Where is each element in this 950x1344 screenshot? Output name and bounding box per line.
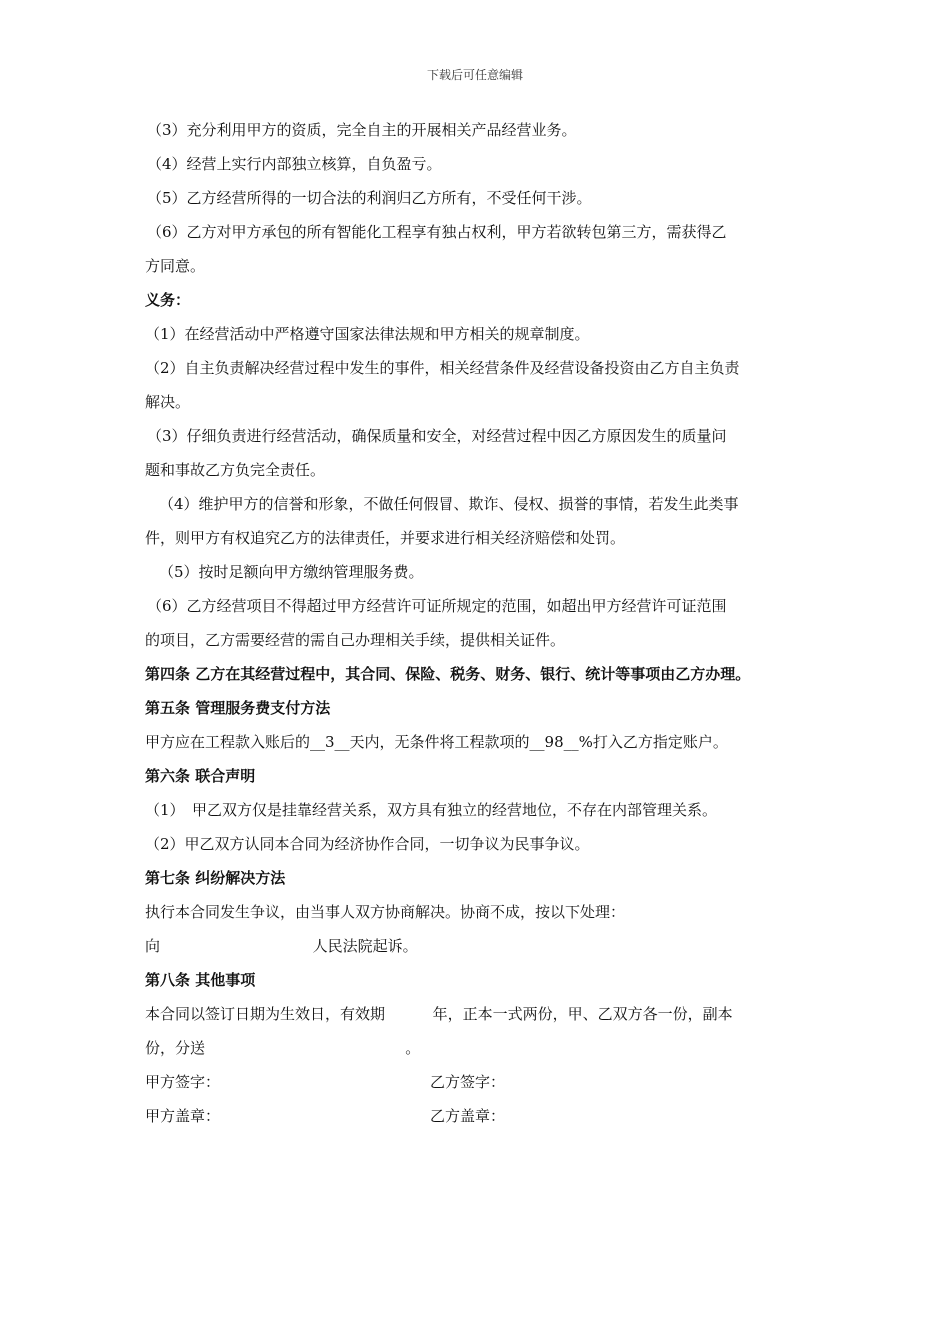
obligations-heading: 义务： (145, 291, 191, 309)
article-4: 第四条 乙方在其经营过程中，其合同、保险、税务、财务、银行、统计等事项由乙方办理。 (145, 665, 751, 683)
rights-item-6-line2: 方同意。 (145, 257, 206, 275)
article-7-text: 执行本合同发生争议，由当事人双方协商解决。协商不成，按以下处理： (145, 903, 626, 921)
article-8-line2: 份，分送 。 (145, 1039, 421, 1057)
article-8-line1: 本合同以签订日期为生效日，有效期 年，正本一式两份，甲、乙双方各一份，副本 (145, 1005, 733, 1023)
seal-row (145, 1106, 825, 1126)
obligation-item-3-line2: 题和事故乙方负完全责任。 (145, 461, 326, 479)
signature-row (145, 1072, 825, 1092)
obligation-item-6-line2: 的项目，乙方需要经营的需自己办理相关手续，提供相关证件。 (145, 631, 566, 649)
article-7-court: 向 人民法院起诉。 (145, 937, 418, 955)
obligation-item-2-line1: （2）自主负责解决经营过程中发生的事件，相关经营条件及经营设备投资由乙方自主负责 (145, 359, 740, 377)
party-b-seal-label: 乙方盖章： (430, 1107, 506, 1125)
party-a-seal-label: 甲方盖章： (145, 1107, 221, 1125)
obligation-item-4-line2: 件，则甲方有权追究乙方的法律责任，并要求进行相关经济赔偿和处罚。 (145, 529, 626, 547)
article-8-heading: 第八条 其他事项 (145, 971, 256, 989)
article-6-heading: 第六条 联合声明 (145, 767, 256, 785)
article-7-heading: 第七条 纠纷解决方法 (145, 869, 286, 887)
obligation-item-4-line1: （4）维护甲方的信誉和形象，不做任何假冒、欺诈、侵权、损誉的事情，若发生此类事 (159, 495, 739, 513)
article-5-text: 甲方应在工程款入账后的__3__天内，无条件将工程款项的__98__%打入乙方指定账户。 (145, 733, 728, 751)
obligation-item-5: （5）按时足额向甲方缴纳管理服务费。 (159, 563, 424, 581)
rights-item-4: （4）经营上实行内部独立核算，自负盈亏。 (147, 155, 442, 173)
contract-body (145, 120, 825, 1126)
article-6-item-2: （2）甲乙双方认同本合同为经济协作合同，一切争议为民事争议。 (145, 835, 590, 853)
rights-item-6-line1: （6）乙方对甲方承包的所有智能化工程享有独占权利，甲方若欲转包第三方，需获得乙 (147, 223, 727, 241)
party-a-signature-label: 甲方签字： (145, 1073, 221, 1091)
rights-item-5: （5）乙方经营所得的一切合法的利润归乙方所有，不受任何干涉。 (147, 189, 592, 207)
obligation-item-3-line1: （3）仔细负责进行经营活动，确保质量和安全，对经营过程中因乙方原因发生的质量问 (147, 427, 727, 445)
rights-item-3: （3）充分利用甲方的资质，完全自主的开展相关产品经营业务。 (147, 121, 577, 139)
article-6-item-1: （1） 甲乙双方仅是挂靠经营关系，双方具有独立的经营地位，不存在内部管理关系。 (145, 801, 718, 819)
obligation-item-2-line2: 解决。 (145, 393, 191, 411)
party-b-signature-label: 乙方签字： (430, 1073, 506, 1091)
obligation-item-1: （1）在经营活动中严格遵守国家法律法规和甲方相关的规章制度。 (145, 325, 590, 343)
obligation-item-6-line1: （6）乙方经营项目不得超过甲方经营许可证所规定的范围，如超出甲方经营许可证范围 (147, 597, 727, 615)
page-header-note: 下载后可任意编辑 (426, 68, 523, 82)
article-5-heading: 第五条 管理服务费支付方法 (145, 699, 331, 717)
